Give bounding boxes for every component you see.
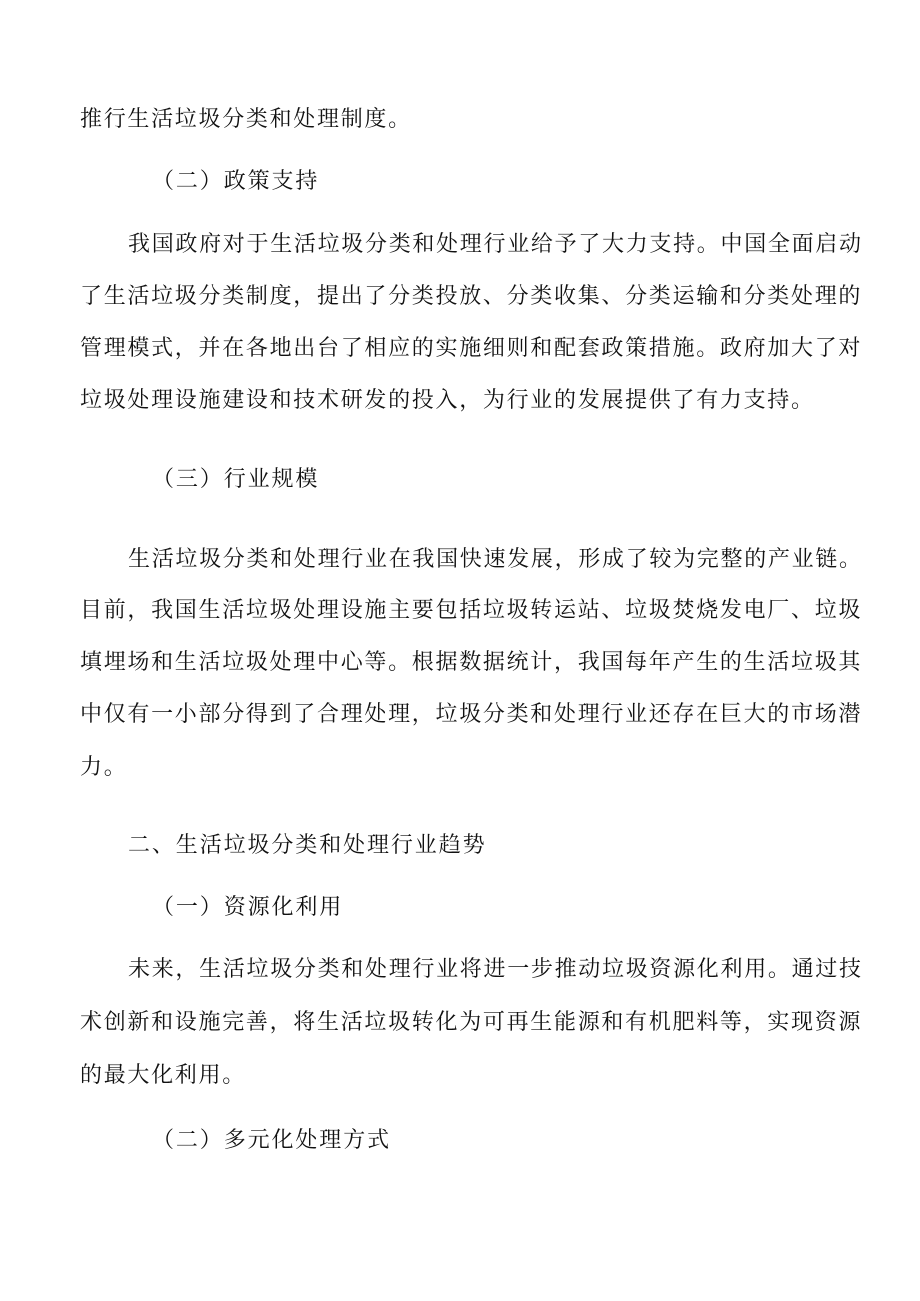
subsection-heading-policy-support: （二）政策支持 xyxy=(152,169,320,194)
subsection-heading-resource-utilization: （一）资源化利用 xyxy=(152,895,344,920)
text-line: 力。 xyxy=(80,755,128,780)
text-line: 术创新和设施完善，将生活垃圾转化为可再生能源和有机肥料等，实现资源 xyxy=(80,1010,863,1035)
text-line: 未来，生活垃圾分类和处理行业将进一步推动垃圾资源化利用。通过技 xyxy=(128,957,863,982)
text-line: 生活垃圾分类和处理行业在我国快速发展，形成了较为完整的产业链。 xyxy=(128,547,863,572)
text-line: 管理模式，并在各地出台了相应的实施细则和配套政策措施。政府加大了对 xyxy=(80,336,863,361)
text-line: 了生活垃圾分类制度，提出了分类投放、分类收集、分类运输和分类处理的 xyxy=(80,284,863,309)
text-line: 目前，我国生活垃圾处理设施主要包括垃圾转运站、垃圾焚烧发电厂、垃圾 xyxy=(80,598,863,623)
text-line: 垃圾处理设施建设和技术研发的投入，为行业的发展提供了有力支持。 xyxy=(80,388,815,413)
text-line: 推行生活垃圾分类和处理制度。 xyxy=(80,107,412,132)
text-line: 中仅有一小部分得到了合理处理，垃圾分类和处理行业还存在巨大的市场潜 xyxy=(80,702,863,727)
section-heading-industry-trends: 二、生活垃圾分类和处理行业趋势 xyxy=(128,833,487,858)
text-line: 的最大化利用。 xyxy=(80,1063,246,1088)
text-line: 填埋场和生活垃圾处理中心等。根据数据统计，我国每年产生的生活垃圾其 xyxy=(80,650,863,675)
subsection-heading-industry-scale: （三）行业规模 xyxy=(152,467,320,492)
subsection-heading-diversified-treatment: （二）多元化处理方式 xyxy=(152,1128,392,1153)
text-line: 我国政府对于生活垃圾分类和处理行业给予了大力支持。中国全面启动 xyxy=(128,232,863,257)
